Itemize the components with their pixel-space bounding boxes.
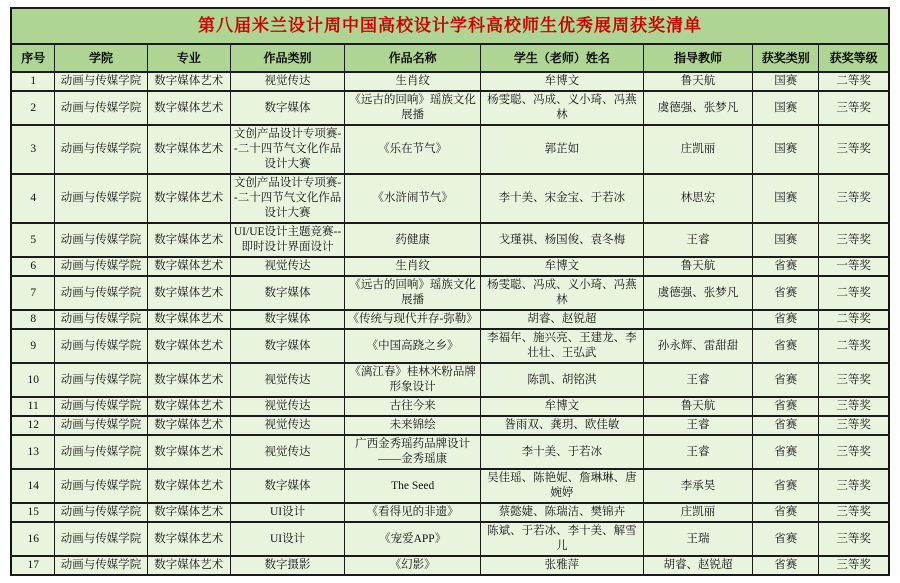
table-row [11,363,889,397]
cell-work-category: 视觉传达 [230,72,344,91]
cell-major: 数字媒体艺术 [147,329,230,363]
cell-work-category: 数字媒体 [230,91,344,125]
cell-work-title: 《看得见的非遗》 [345,503,481,522]
cell-major: 数字媒体艺术 [147,125,230,174]
cell-major: 数字媒体艺术 [147,435,230,469]
cell-college: 动画与传媒学院 [55,174,147,223]
cell-award-category: 省赛 [753,397,819,416]
cell-college: 动画与传媒学院 [55,276,147,310]
column-header-work-category: 作品类别 [230,44,344,72]
cell-award-category: 省赛 [753,469,819,503]
table-row [11,91,889,125]
cell-work-category: 数字媒体 [230,469,344,503]
cell-advisor: 庄凯丽 [643,125,753,174]
table-row [11,469,889,503]
cell-award-level: 三等奖 [819,223,889,257]
cell-award-category: 省赛 [753,257,819,276]
cell-index: 10 [11,363,55,397]
cell-award-level: 三等奖 [819,503,889,522]
table-body [11,72,889,575]
cell-work-category: 数字摄影 [230,556,344,575]
cell-advisor: 鲁天航 [643,257,753,276]
cell-index: 14 [11,469,55,503]
cell-work-title: 《幻影》 [345,556,481,575]
cell-advisor: 林思宏 [643,174,753,223]
cell-work-title: 《传统与现代并存-弥勒》 [345,310,481,329]
cell-work-title: 《水浒闹节气》 [345,174,481,223]
cell-college: 动画与传媒学院 [55,469,147,503]
cell-advisor: 鲁天航 [643,397,753,416]
cell-student-names: 牟博文 [481,72,643,91]
cell-work-category: 视觉传达 [230,257,344,276]
cell-major: 数字媒体艺术 [147,276,230,310]
cell-work-title: 《乐在节气》 [345,125,481,174]
cell-major: 数字媒体艺术 [147,223,230,257]
table-row [11,174,889,223]
cell-award-category: 省赛 [753,329,819,363]
cell-award-category: 国赛 [753,72,819,91]
cell-work-title: 《远古的回响》瑶族文化展播 [345,91,481,125]
cell-award-category: 省赛 [753,416,819,435]
cell-advisor: 鲁天航 [643,72,753,91]
cell-award-category: 国赛 [753,125,819,174]
cell-college: 动画与传媒学院 [55,503,147,522]
cell-award-category: 省赛 [753,522,819,556]
cell-work-title: 生肖纹 [345,257,481,276]
cell-index: 4 [11,174,55,223]
cell-student-names: 杨雯聪、冯成、义小琦、冯燕林 [481,276,643,310]
cell-award-category: 国赛 [753,174,819,223]
cell-student-names: 李十美、宋金宝、于若冰 [481,174,643,223]
cell-award-level: 三等奖 [819,522,889,556]
cell-student-names: 戈瑾祺、杨国俊、袁冬梅 [481,223,643,257]
table-row [11,397,889,416]
cell-award-level: 二等奖 [819,310,889,329]
cell-advisor: 王睿 [643,416,753,435]
column-header-student-names: 学生（老师）姓名 [481,44,643,72]
cell-work-category: 文创产品设计专项赛--二十四节气文化作品设计大赛 [230,125,344,174]
cell-student-names: 陈斌、于若冰、李十美、解雪儿 [481,522,643,556]
cell-college: 动画与传媒学院 [55,310,147,329]
cell-student-names: 吴佳瑶、陈艳妮、詹琳琳、唐婉婷 [481,469,643,503]
cell-work-title: 广西金秀瑶药品牌设计——金秀瑶康 [345,435,481,469]
cell-work-title: 《中国高跷之乡》 [345,329,481,363]
table-row [11,223,889,257]
cell-college: 动画与传媒学院 [55,435,147,469]
cell-work-title: 未来锦绘 [345,416,481,435]
cell-work-title: 《漓江春》桂林米粉品牌形象设计 [345,363,481,397]
column-header-college: 学院 [55,44,147,72]
cell-advisor: 王睿 [643,363,753,397]
cell-advisor: 庄凯丽 [643,503,753,522]
cell-advisor: 虞德强、张梦凡 [643,276,753,310]
header-row [11,44,889,72]
cell-college: 动画与传媒学院 [55,257,147,276]
cell-major: 数字媒体艺术 [147,363,230,397]
cell-award-category: 国赛 [753,91,819,125]
cell-award-category: 省赛 [753,276,819,310]
cell-advisor: 虞德强、张梦凡 [643,91,753,125]
cell-work-category: 视觉传达 [230,435,344,469]
table-row [11,435,889,469]
cell-work-category: 视觉传达 [230,416,344,435]
table-row [11,556,889,575]
cell-student-names: 昝雨双、龚玥、欧佳敏 [481,416,643,435]
column-header-award-category: 获奖类别 [753,44,819,72]
cell-work-category: UI设计 [230,503,344,522]
column-header-major: 专业 [147,44,230,72]
cell-college: 动画与传媒学院 [55,223,147,257]
table-title: 第八届米兰设计周中国高校设计学科高校师生优秀展周获奖清单 [11,8,889,44]
table-row [11,276,889,310]
cell-index: 16 [11,522,55,556]
cell-award-level: 三等奖 [819,363,889,397]
cell-work-title: 《宠爱APP》 [345,522,481,556]
cell-college: 动画与传媒学院 [55,556,147,575]
table-row [11,310,889,329]
cell-index: 1 [11,72,55,91]
cell-award-level: 三等奖 [819,416,889,435]
cell-index: 7 [11,276,55,310]
table-row [11,257,889,276]
cell-work-title: 药健康 [345,223,481,257]
cell-college: 动画与传媒学院 [55,125,147,174]
cell-student-names: 张雅萍 [481,556,643,575]
cell-index: 13 [11,435,55,469]
cell-college: 动画与传媒学院 [55,522,147,556]
cell-major: 数字媒体艺术 [147,416,230,435]
cell-index: 2 [11,91,55,125]
cell-work-title: 古往今来 [345,397,481,416]
cell-college: 动画与传媒学院 [55,329,147,363]
cell-college: 动画与传媒学院 [55,397,147,416]
cell-award-level: 三等奖 [819,435,889,469]
cell-award-category: 省赛 [753,503,819,522]
cell-award-level: 一等奖 [819,257,889,276]
cell-work-category: 数字媒体 [230,276,344,310]
cell-major: 数字媒体艺术 [147,174,230,223]
cell-award-category: 国赛 [753,223,819,257]
cell-student-names: 李福年、施兴亮、王建龙、李壮壮、王弘武 [481,329,643,363]
cell-major: 数字媒体艺术 [147,257,230,276]
cell-major: 数字媒体艺术 [147,91,230,125]
cell-major: 数字媒体艺术 [147,397,230,416]
cell-work-category: 文创产品设计专项赛--二十四节气文化作品设计大赛 [230,174,344,223]
cell-index: 8 [11,310,55,329]
cell-work-category: UI设计 [230,522,344,556]
cell-index: 15 [11,503,55,522]
cell-advisor: 胡睿、赵锐超 [643,556,753,575]
cell-student-names: 郭芷如 [481,125,643,174]
cell-award-category: 省赛 [753,310,819,329]
cell-index: 5 [11,223,55,257]
cell-work-category: 视觉传达 [230,397,344,416]
cell-work-category: 数字媒体 [230,310,344,329]
cell-award-category: 省赛 [753,363,819,397]
cell-work-category: UI/UE设计主题竞赛--即时设计界面设计 [230,223,344,257]
cell-award-category: 省赛 [753,556,819,575]
cell-index: 6 [11,257,55,276]
column-header-award-level: 获奖等级 [819,44,889,72]
table-row [11,329,889,363]
cell-advisor: 王睿 [643,435,753,469]
cell-student-names: 陈凯、胡铭淇 [481,363,643,397]
cell-advisor: 李承昊 [643,469,753,503]
table-row [11,416,889,435]
cell-award-level: 二等奖 [819,72,889,91]
column-header-index: 序号 [11,44,55,72]
cell-major: 数字媒体艺术 [147,522,230,556]
cell-advisor [643,310,753,329]
cell-index: 12 [11,416,55,435]
title-row [11,8,889,44]
cell-award-category: 省赛 [753,435,819,469]
cell-award-level: 三等奖 [819,125,889,174]
cell-work-title: The Seed [345,469,481,503]
cell-work-category: 视觉传达 [230,363,344,397]
cell-award-level: 三等奖 [819,397,889,416]
cell-award-level: 二等奖 [819,329,889,363]
cell-college: 动画与传媒学院 [55,416,147,435]
cell-college: 动画与传媒学院 [55,363,147,397]
column-header-work-title: 作品名称 [345,44,481,72]
cell-major: 数字媒体艺术 [147,556,230,575]
cell-index: 9 [11,329,55,363]
cell-award-level: 三等奖 [819,91,889,125]
cell-work-title: 生肖纹 [345,72,481,91]
column-header-advisor: 指导教师 [643,44,753,72]
cell-major: 数字媒体艺术 [147,469,230,503]
table-row [11,125,889,174]
cell-index: 3 [11,125,55,174]
cell-index: 17 [11,556,55,575]
cell-major: 数字媒体艺术 [147,310,230,329]
cell-student-names: 杨雯聪、冯成、义小琦、冯燕林 [481,91,643,125]
cell-advisor: 王睿 [643,223,753,257]
cell-work-category: 数字媒体 [230,329,344,363]
cell-student-names: 牟博文 [481,397,643,416]
cell-college: 动画与传媒学院 [55,91,147,125]
cell-award-level: 三等奖 [819,174,889,223]
table-row [11,522,889,556]
cell-advisor: 王瑞 [643,522,753,556]
cell-index: 11 [11,397,55,416]
cell-work-title: 《远古的回响》瑶族文化展播 [345,276,481,310]
table-row [11,72,889,91]
awards-table [10,7,890,576]
cell-student-names: 李十美、于若冰 [481,435,643,469]
cell-major: 数字媒体艺术 [147,72,230,91]
cell-student-names: 牟博文 [481,257,643,276]
cell-student-names: 胡睿、赵锐超 [481,310,643,329]
cell-award-level: 二等奖 [819,276,889,310]
table-row [11,503,889,522]
cell-award-level: 三等奖 [819,556,889,575]
cell-award-level: 三等奖 [819,469,889,503]
cell-major: 数字媒体艺术 [147,503,230,522]
cell-advisor: 孙永辉、雷甜甜 [643,329,753,363]
cell-college: 动画与传媒学院 [55,72,147,91]
cell-student-names: 蔡懿婕、陈瑞洁、樊锦卉 [481,503,643,522]
